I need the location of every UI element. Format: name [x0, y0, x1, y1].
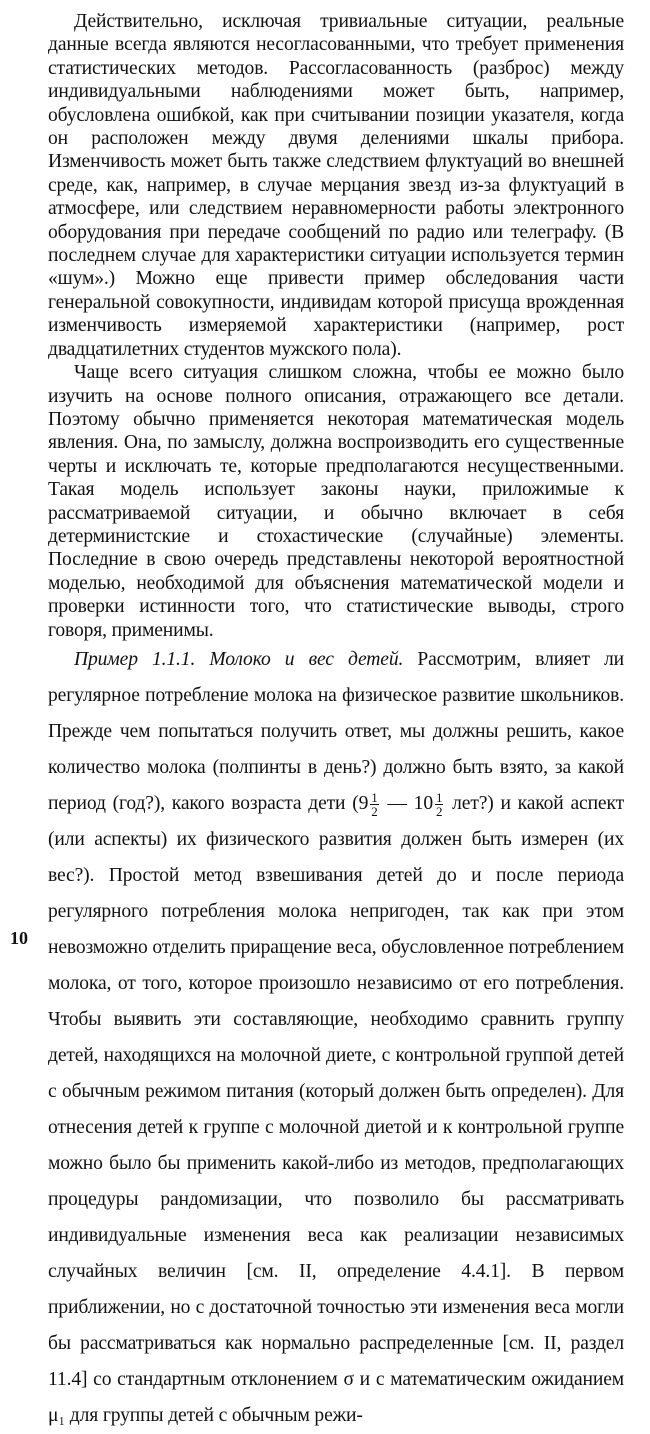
fraction-denominator: 2 — [435, 803, 443, 819]
fraction-denominator: 2 — [371, 803, 378, 819]
fraction-numerator: 1 — [371, 789, 378, 805]
example-text-end: лет?) и какой аспект (или аспекты) их физического развития должен быть измерен (их вес?). Простой метод взвешивания детей до и после периода регулярного потребления молока непригоден, так как при этом невозможно отделить приращение веса, обусловленное потреблением молока, от того, которое произошло независимо от его потребления. Чтобы выявить эти составляющие, необходимо сравнить группу детей, находящихся на молочной диете, с контрольной группой детей с обычным режимом питания (который должен быть определен). Для отнесения детей к группе с молочной диетой и к контрольной группе можно было бы применить какой-либо из методов, предполагающих процедуры рандомизации, что позволило бы рассматривать индивидуальные изменения веса как реализации независимых случайных величин [см. II, определение 4.4.1]. В первом приближении, но с достаточной точностью эти изменения веса могли бы рассматриваться как нормально распределенные [см. II, раздел 11.4] со стандартным отклонением σ и с математическим ожиданием μ₁ для группы детей с обычным режи- — [48, 792, 624, 1426]
example-text-start: Рассмотрим, влияет ли регулярное потребление молока на физическое развитие школьников. Прежде чем попытаться получить ответ, мы должны решить, какое количество молока (полпинты в день?) должно быть взято, за какой период (год?), какого возраста дети (9 — [48, 648, 624, 814]
age-range-dash: — 10 — [380, 792, 433, 814]
example-title: Пример 1.1.1. Молоко и вес детей. — [74, 648, 404, 670]
fraction-numerator: 1 — [435, 789, 443, 805]
page-number: 10 — [10, 928, 28, 948]
paragraph-mathematical-model: Чаще всего ситуация слишком сложна, чтобы ее можно было изучить на основе полного описания, отражающего все детали. Поэтому обычно применяется некоторая математическая модель явления. Она, по замыслу, должна воспроизводить его существенные черты и исключать те, которые предполагаются несущественными. Такая модель использует законы науки, приложимые к рассматриваемой ситуации, и обычно включает в себя детерминистские и стохастические (случайные) элементы. Последние в свою очередь представлены некоторой вероятностной моделью, необходимой для объяснения математической модели и проверки истинности того, что статистические выводы, строго говоря, применимы. — [48, 362, 624, 641]
paragraph-noise-variability: Действительно, исключая тривиальные ситуации, реальные данные всегда являются несогласованными, что требует применения статистических методов. Рассогласованность (разброс) между индивидуальными наблюдениями может быть, например, обусловлена ошибкой, как при считывании позиции указателя, когда он расположен между двумя делениями шкалы прибора. Изменчивость может быть также следствием флуктуаций во внешней среде, как, например, в случае мерцания звезд из-за флуктуаций в атмосфере, или следствием неравномерности работы электронного оборудования при передаче сообщений по радио или телеграфу. (В последнем случае для характеристики ситуации используется термин «шум».) Можно еще привести пример обследования части генеральной совокупности, индивидам которой присуща врожденная изменчивость измеряемой характеристики (например, рост двадцатилетних студентов мужского пола). — [48, 11, 624, 360]
fraction-one-half-second — [435, 791, 443, 818]
fraction-one-half-first — [370, 791, 378, 818]
paragraph-example-milk — [48, 642, 624, 1434]
page-body — [48, 10, 624, 1434]
